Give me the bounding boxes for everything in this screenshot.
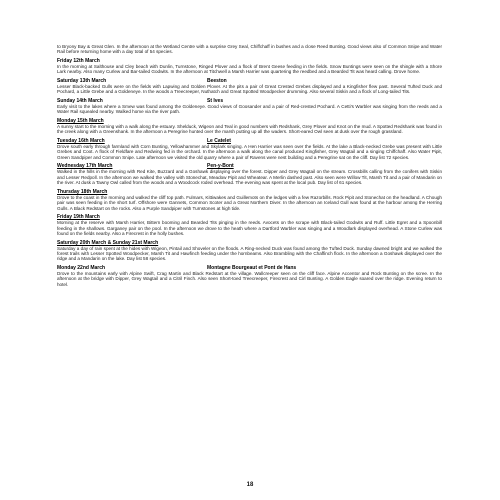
entry-text: Lesser Black-backed Gulls were on the fields with Lapwing and Golden Plover. At the pits a pair of Great Crested Grebes displayed and a Kingfisher flew past. Several Tufted Duck and Pochard, a Little Grebe and a Goldeneye. In the woods a Treecreeper, Nuthatch and Great Spotted Woodpecker drumming. Also several Siskin and a flock of Long-tailed Tits. [57,84,442,95]
entry-date: Monday 22nd March [57,265,106,272]
page-number: 18 [246,482,254,488]
diary-entry [57,138,442,160]
entry-date: Sunday 14th March [57,98,103,104]
entry-heading [57,265,442,271]
entry-date: Thursday 18th March [57,188,108,195]
entry-date: Tuesday 16th March [57,138,105,144]
entry-place: Pen-y-Bont [207,163,234,170]
entry-date: Saturday 20th March & Sunday 21st March [57,239,159,246]
diary-entry [57,189,442,211]
entry-heading [57,163,442,169]
entry-text: Saturday a day of rain spent at the hides with Wigeon, Pintail and Shoveler on the floods. A Ring-necked Duck was found among the Tufted Duck. Sunday dawned bright and we walked the forest trails with Lesser Spotted Woodpecker, Marsh Tit and Hawfinch feeding under the hornbeams. Also Brambling with the Chaffinch flock. In the afternoon a Goshawk displayed over the ridge and a Mandarin on the lake. Day list 58 species. [57,245,442,262]
entry-heading [57,58,442,64]
diary-entry [57,163,442,185]
entry-text: Morning at the reserve with Marsh Harrier, Bittern booming and Bearded Tits pinging in the reeds. Avocets on the scrape with Black-tailed Godwits and Ruff. Little Egret and a Spoonbill feeding in the shallows. Garganey pair on the pool. In the afternoon we drove to the heath where a Dartford Warbler was singing and a Woodlark displayed overhead. A Stone Curlew was found on the fields nearby. Also a Firecrest in the holly bushes. [57,220,442,237]
diary-entry [57,58,442,75]
entry-heading [57,78,442,84]
entry-place: Beeston [207,78,227,84]
entry-text: Drove south early through farmland with Corn Bunting, Yellowhammer and Skylark singing. A Hen Harrier was seen over the fields. At the lake a Black-necked Grebe was present with Little Grebes and Coot. A flock of Fieldfare and Redwing fed in the orchard. In the afternoon a walk along the canal produced Kingfisher, Grey Wagtail and a singing Chiffchaff. Also Water Pipit, Green Sandpiper and Common Snipe. Late afternoon we visited the old quarry where a pair of Ravens were nest building and a Peregrine sat on the cliff. Day list 72 species. [57,144,442,160]
entry-heading [57,138,442,144]
entry-date: Friday 19th March [57,214,100,221]
entry-place: St Ives [207,98,224,104]
entry-heading [57,240,442,246]
entry-text: In the morning at Salthouse and Cley beach with Dunlin, Turnstone, Ringed Plover and a flock of Brent Geese feeding in the fields. Snow Buntings were seen on the shingle with a Shore Lark nearby. Also many Curlew and Bar-tailed Godwits. In the afternoon at Titchwell a Marsh Harrier was quartering the reedbed and a Bearded Tit was heard calling. Drove home. [57,64,442,75]
entry-place: Le Catelet [207,138,231,144]
entry-heading [57,98,442,104]
entry-heading [57,189,442,195]
entry-place: Montagne Bourgeaut et Pont de Hans [207,265,297,272]
entry-heading [57,118,442,124]
diary-entry [57,98,442,115]
entry-heading [57,214,442,220]
entry-text: Early visit to the lakes where a Smew was found among the Goldeneye. Good views of Goosander and a pair of Red-crested Pochard. A Cetti's Warbler was singing from the reeds and a Water Rail squealed nearby. Walked home via the river path. [57,104,442,115]
diary-entry [57,214,442,236]
entry-text: Drove to the coast in the morning and walked the cliff top path. Fulmars, Kittiwakes and Guillemots on the ledges with a few Razorbills. Rock Pipit and Stonechat on the headland. A Chough pair was seen feeding in the short turf. Offshore were Gannets, Common Scoter and a Great Northern Diver. In the afternoon an Iceland Gull was found at the harbour among the Herring Gulls. A Black Redstart on the rocks. Also a Purple Sandpiper with Turnstones at high tide. [57,194,442,211]
diary-entry [57,118,442,135]
entry-text: A sunny start to the morning with a walk along the estuary. Shelduck, Wigeon and Teal in good numbers with Redshank, Grey Plover and Knot on the mud. A Spotted Redshank was found in the creek along with a Greenshank. In the afternoon a Peregrine hunted over the marsh putting up all the waders. Short-eared Owl seen at dusk over the rough grassland. [57,124,442,135]
entry-date: Saturday 13th March [57,78,107,84]
entry-text: Drove to the mountains early with Alpine Swift, Crag Martin and Black Redstart at the village. Wallcreeper seen on the cliff face. Alpine Accentor and Rock Bunting on the scree. In the afternoon at the bridge with Dipper, Grey Wagtail and a Citril Finch. Also seen Short-toed Treecreeper, Firecrest and Cirl Bunting. A Golden Eagle soared over the ridge. Evening return to hotel. [57,271,442,287]
entries-list [57,58,442,287]
entry-text: Walked in the hills in the morning with Red Kite, Buzzard and a Goshawk displaying over the forest. Dipper and Grey Wagtail on the stream. Crossbills calling from the conifers with Siskin and Lesser Redpoll. In the afternoon we walked the valley with Stonechat, Meadow Pipit and Wheatear. A Merlin dashed past. Also seen were Willow Tit, Marsh Tit and a pair of Mandarin on the river. At dusk a Tawny Owl called from the woods and a Woodcock roded overhead. The evening was spent at the local pub. Day list of 61 species. [57,169,442,186]
document-content [57,44,442,287]
diary-entry [57,265,442,287]
intro-paragraph: to Bryony Bay & Great Glen. In the afternoon at the Wetland Centre with a surprise Grey Seal, Chiffchaff in bushes and a close Reed Bunting. Good views also of Common Snipe and Water Rail before returning home with a day total of 54 species. [57,44,442,55]
entry-date: Monday 15th March [57,118,104,124]
diary-entry [57,240,442,262]
entry-date: Wednesday 17th March [57,163,113,170]
diary-entry [57,78,442,95]
entry-date: Friday 12th March [57,58,100,64]
